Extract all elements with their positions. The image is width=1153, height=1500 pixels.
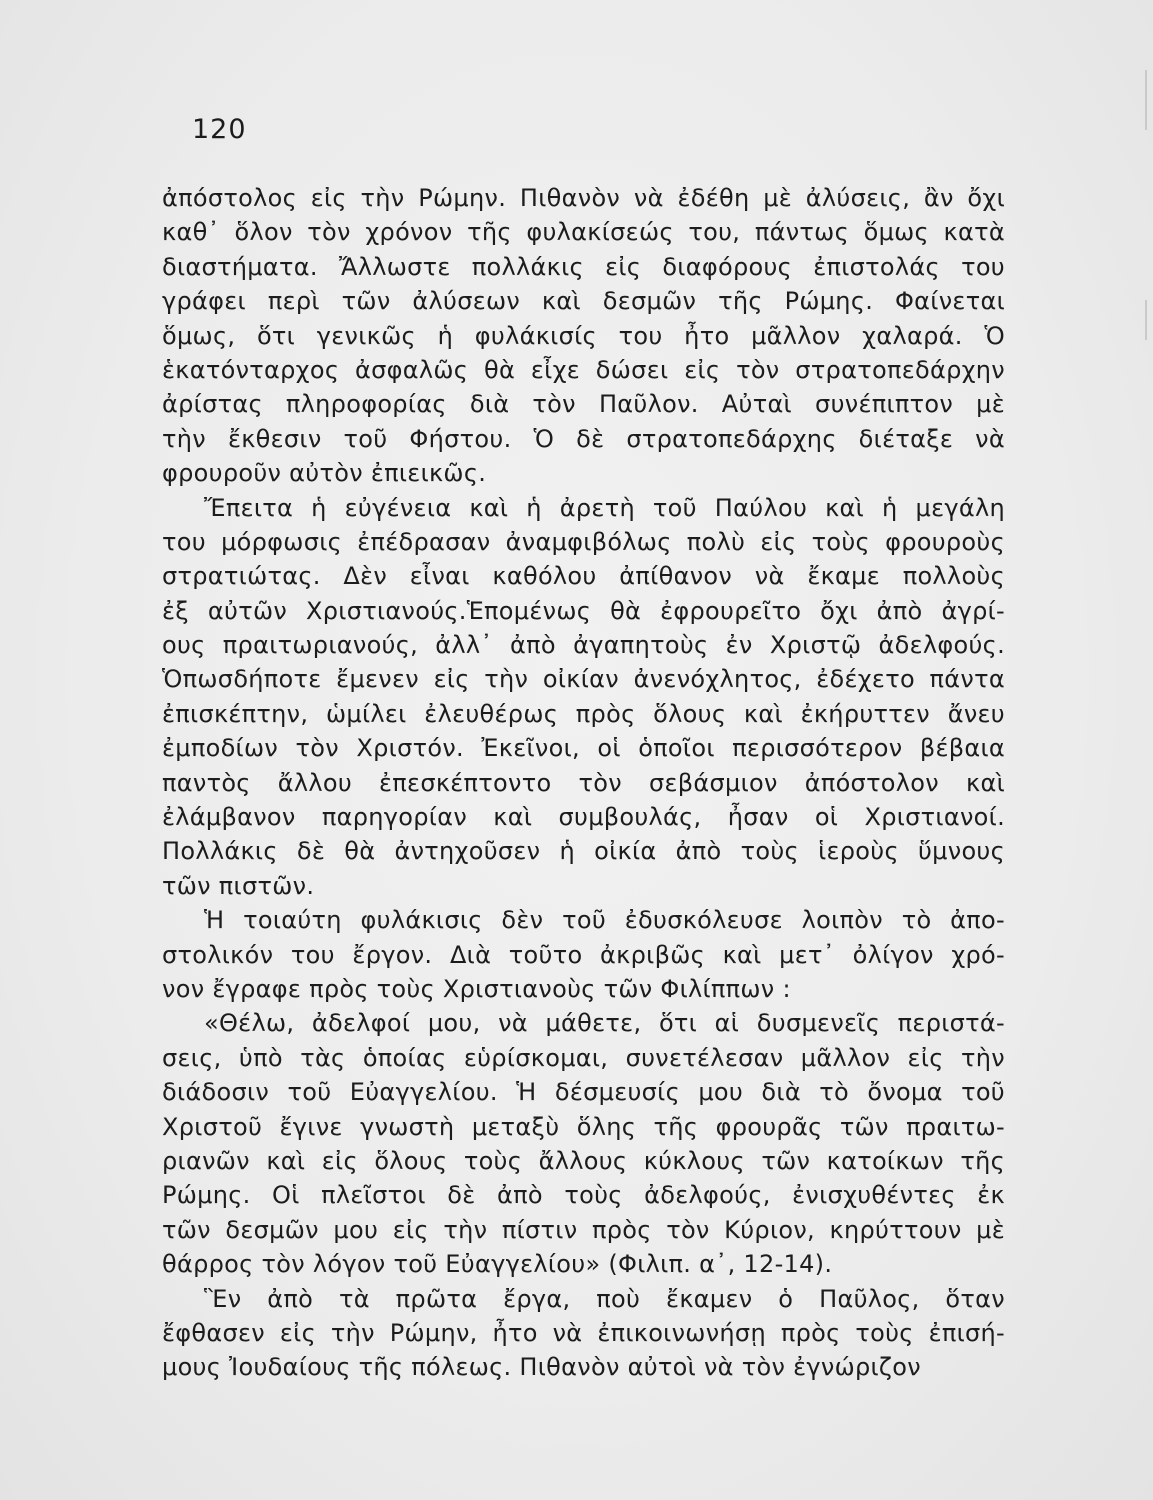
text-line: ους πραιτωριανούς, ἀλλ᾽ ἀπὸ ἀγαπητοὺς ἐν Χριστῷ ἀδελφούς.	[162, 631, 1005, 660]
text-line: ὅμως, ὅτι γενικῶς ἡ φυλάκισίς του ἦτο μᾶλλον χαλαρά. Ὁ	[162, 321, 1005, 350]
paragraph	[162, 1006, 1005, 1281]
text-line: ἐλάμβανον παρηγορίαν καὶ συμβουλάς, ἦσαν οἱ Χριστιανοί.	[162, 803, 1005, 832]
paragraph	[162, 491, 1005, 904]
text-line: μους Ἰουδαίους τῆς πόλεως. Πιθανὸν αὐτοὶ νὰ τὸν ἐγνώριζον	[162, 1353, 921, 1382]
text-line: Ἔπειτα ἡ εὐγένεια καὶ ἡ ἀρετὴ τοῦ Παύλου καὶ ἡ μεγάλη	[204, 493, 1005, 522]
text-line: γράφει περὶ τῶν ἀλύσεων καὶ δεσμῶν τῆς Ρώμης. Φαίνεται	[162, 287, 1005, 316]
paragraph	[162, 181, 1005, 491]
text-line: νον ἔγραφε πρὸς τοὺς Χριστιανοὺς τῶν Φιλίππων :	[162, 974, 791, 1003]
page-number: 120	[192, 114, 247, 145]
text-line: του μόρφωσις ἐπέδρασαν ἀναμφιβόλως πολὺ εἰς τοὺς φρουροὺς	[162, 527, 1005, 556]
text-line: ἐπισκέπτην, ὡμίλει ἐλευθέρως πρὸς ὅλους καὶ ἐκήρυττεν ἄνευ	[162, 699, 1005, 728]
text-line: ριανῶν καὶ εἰς ὅλους τοὺς ἄλλους κύκλους τῶν κατοίκων τῆς	[162, 1146, 1005, 1175]
text-line: ἀπόστολος εἰς τὴν Ρώμην. Πιθανὸν νὰ ἐδέθη μὲ ἀλύσεις, ἂν ὄχι	[162, 184, 1005, 212]
paragraph	[162, 903, 1005, 1006]
text-line: καθ᾽ ὅλον τὸν χρόνον τῆς φυλακίσεώς του, πάντως ὅμως κατὰ	[162, 218, 1005, 247]
text-line: ἐξ αὐτῶν Χριστιανούς.Ἑπομένως θὰ ἐφρουρεῖτο ὄχι ἀπὸ ἀγρί-	[162, 596, 1005, 625]
text-line: Ὁπωσδήποτε ἔμενεν εἰς τὴν οἰκίαν ἀνενόχλητος, ἐδέχετο πάντα	[162, 665, 1005, 694]
text-line: Ἓν ἀπὸ τὰ πρῶτα ἔργα, ποὺ ἔκαμεν ὁ Παῦλος, ὅταν	[204, 1284, 1005, 1313]
text-line: Πολλάκις δὲ θὰ ἀντηχοῦσεν ἡ οἰκία ἀπὸ τοὺς ἱεροὺς ὕμνους	[162, 837, 1005, 866]
text-line: τὴν ἔκθεσιν τοῦ Φήστου. Ὁ δὲ στρατοπεδάρχης διέταξε νὰ	[162, 424, 1005, 453]
text-line: τῶν πιστῶν.	[162, 871, 315, 900]
text-line: ἑκατόνταρχος ἀσφαλῶς θὰ εἶχε δώσει εἰς τὸν στρατοπεδάρχην	[162, 355, 1005, 384]
paragraph	[162, 1282, 1005, 1385]
body-text	[162, 181, 1005, 1385]
text-line: φρουροῦν αὐτὸν ἐπιεικῶς.	[162, 459, 487, 488]
scan-edge-mark	[1145, 70, 1147, 130]
text-line: τῶν δεσμῶν μου εἰς τὴν πίστιν πρὸς τὸν Κύριον, κηρύττουν μὲ	[162, 1215, 1005, 1244]
text-line: ἔφθασεν εἰς τὴν Ρώμην, ἦτο νὰ ἐπικοινωνήσῃ πρὸς τοὺς ἐπισή-	[162, 1318, 1005, 1347]
text-line: διάδοσιν τοῦ Εὐαγγελίου. Ἡ δέσμευσίς μου διὰ τὸ ὄνομα τοῦ	[162, 1078, 1005, 1107]
text-line: ἀρίστας πληροφορίας διὰ τὸν Παῦλον. Αὐταὶ συνέπιπτον μὲ	[162, 390, 1005, 419]
text-line: Ρώμης. Οἱ πλεῖστοι δὲ ἀπὸ τοὺς ἀδελφούς, ἐνισχυθέντες ἐκ	[162, 1181, 1005, 1210]
text-line: στρατιώτας. Δὲν εἶναι καθόλου ἀπίθανον νὰ ἔκαμε πολλοὺς	[162, 562, 1005, 591]
text-line: ἐμποδίων τὸν Χριστόν. Ἐκεῖνοι, οἱ ὁποῖοι περισσότερον βέβαια	[162, 734, 1005, 763]
text-line: Ἡ τοιαύτη φυλάκισις δὲν τοῦ ἐδυσκόλευσε λοιπὸν τὸ ἀπο-	[204, 906, 1005, 935]
text-line: παντὸς ἄλλου ἐπεσκέπτοντο τὸν σεβάσμιον ἀπόστολον καὶ	[162, 768, 1005, 797]
text-line: σεις, ὑπὸ τὰς ὁποίας εὑρίσκομαι, συνετέλεσαν μᾶλλον εἰς τὴν	[162, 1043, 1005, 1072]
text-line: στολικόν του ἔργον. Διὰ τοῦτο ἀκριβῶς καὶ μετ᾽ ὀλίγον χρό-	[162, 940, 1005, 969]
text-line: θάρρος τὸν λόγον τοῦ Εὐαγγελίου» (Φιλιπ. α᾽, 12-14).	[162, 1250, 833, 1279]
text-line: διαστήματα. Ἄλλωστε πολλάκις εἰς διαφόρους ἐπιστολάς του	[162, 252, 1005, 281]
text-line: «Θέλω, ἀδελφοί μου, νὰ μάθετε, ὅτι αἱ δυσμενεῖς περιστά-	[204, 1009, 1005, 1038]
text-line: Χριστοῦ ἔγινε γνωστὴ μεταξὺ ὅλης τῆς φρουρᾶς τῶν πραιτω-	[162, 1112, 1005, 1141]
scan-edge-mark	[1145, 300, 1147, 340]
